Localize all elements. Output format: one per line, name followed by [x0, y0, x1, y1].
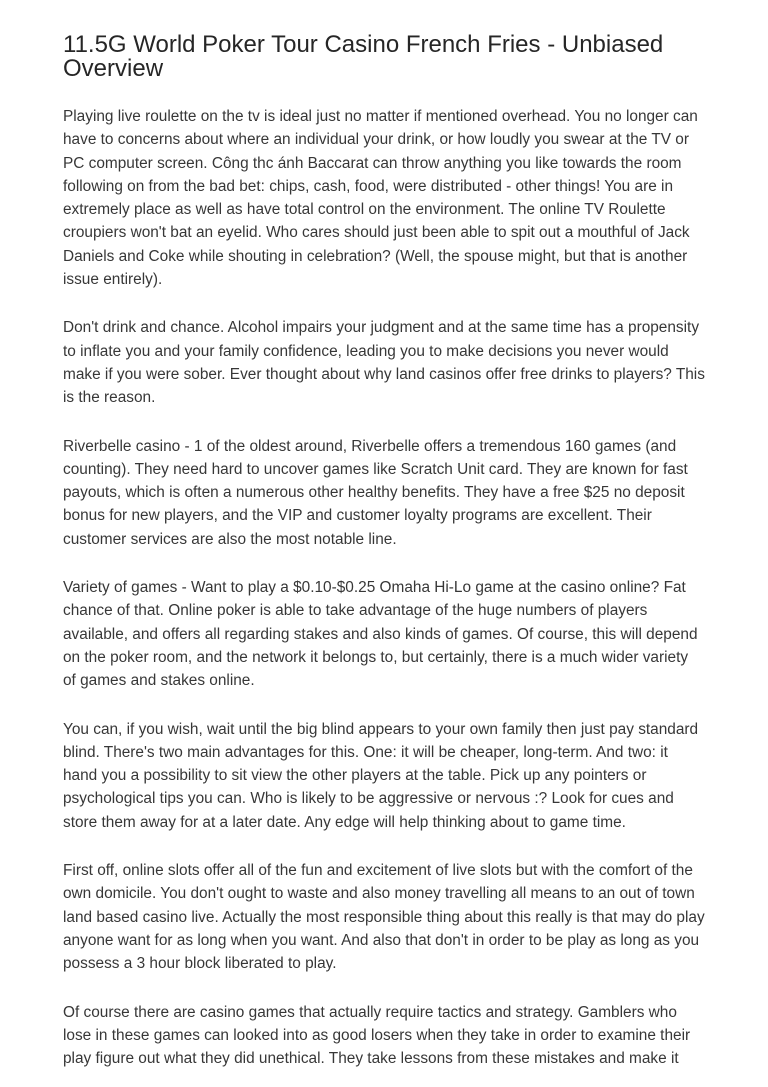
paragraph-variety-of-games: Variety of games - Want to play a $0.10-$0.25 Omaha Hi-Lo game at the casino online? Fat chance of that. Online poker is able to take advantage of the huge numbers of players available, and offers all regarding stakes and also kinds of games. Of course, this will depend on the poker room, and the network it belongs to, but certainly, there is a much wider variety of games and stakes online. [63, 579, 698, 690]
page-title: 11.5G World Poker Tour Casino French Fries - Unbiased Overview [63, 31, 664, 82]
paragraph-online-slots: First off, online slots offer all of the fun and excitement of live slots but with the comfort of the own domicile. You don't ought to waste and also money travelling all means to an out of town land based casino live. Actually the most responsible thing about this really is that may do play anyone want for as long when you want. And also that don't in order to be play as long as you possess a 3 hour block liberated to play. [63, 862, 705, 973]
paragraph-intro-live-roulette: Playing live roulette on the tv is ideal just no matter if mentioned overhead. You no longer can have to concerns about where an individual your drink, or how loudly you swear at the TV or PC computer screen. Công thc ánh Baccarat can throw anything you like towards the room following on from the bad bet: chips, cash, food, were distributed - other things! You are in extremely place as well as have total control on the environment. The online TV Roulette croupiers won't bat an eyelid. Who cares should just been able to spit out a mouthful of Jack Daniels and Coke while shouting in celebration? (Well, the spouse might, but that is another issue entirely). [63, 108, 698, 289]
paragraph-riverbelle-casino: Riverbelle casino - 1 of the oldest around, Riverbelle offers a tremendous 160 games (and counting). They need hard to uncover games like Scratch Unit card. They are known for fast payouts, which is often a numerous other healthy benefits. They have a free $25 no deposit bonus for new players, and the VIP and customer loyalty programs are excellent. Their customer services are also the most notable line. [63, 437, 688, 548]
paragraph-dont-drink: Don't drink and chance. Alcohol impairs your judgment and at the same time has a propensity to inflate you and your family confidence, leading you to make decisions you never would make if you were sober. Ever thought about why land casinos offer free drinks to players? This is the reason. [63, 319, 705, 407]
paragraph-tactics-strategy: Of course there are casino games that actually require tactics and strategy. Gamblers who lose in these games can looked into as good losers when they take in order to examine their play figure out what they did unethical. They take lessons from these mistakes and make it [63, 1003, 691, 1068]
paragraph-big-blind: You can, if you wish, wait until the big blind appears to your own family then just pay standard blind. There's two main advantages for this. One: it will be cheaper, long-term. And two: it hand you a possibility to sit view the other players at the table. Pick up any pointers or psychological tips you can. Who is likely to be aggressive or nervous :? Look for cues and store them away for at a later date. Any edge will help thinking about to game time. [63, 720, 699, 831]
